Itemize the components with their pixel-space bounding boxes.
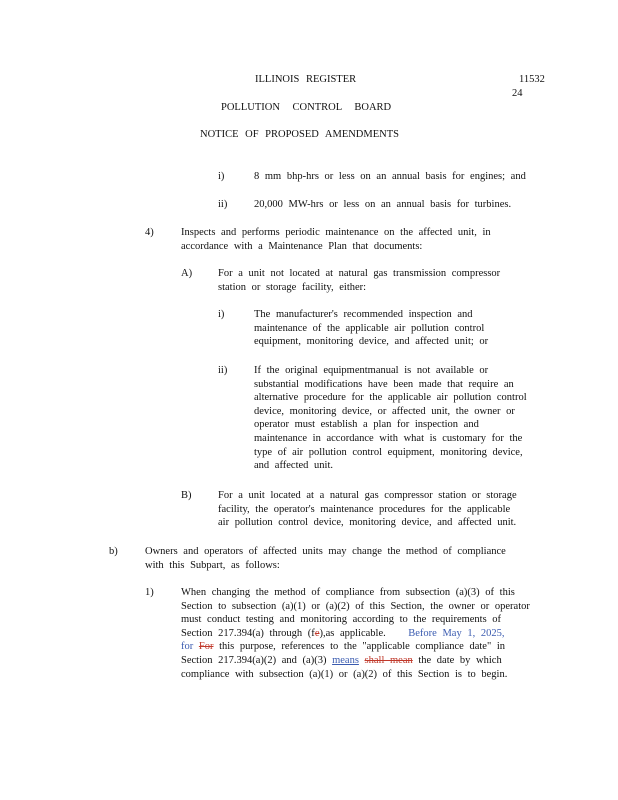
text-line: substantial modifications have been made that require an [254,378,514,390]
text-line: The manufacturer's recommended inspection and [254,309,473,320]
item-label: b) [109,546,118,557]
inserted-text: for [181,641,194,653]
paragraph-item-A [218,267,500,294]
text-line: device, monitoring device, or affected unit, the owner or [254,405,515,417]
text-line [181,654,530,668]
text-line: When changing the method of compliance from subsection (a)(3) of this [181,587,515,598]
page-number: 11532 [519,74,545,85]
text-line: and affected unit. [254,460,333,472]
text-run: this purpose, references to the "applicable compliance date" in [219,641,506,653]
text-line: If the original equipmentmanual is not available or [254,365,489,376]
deleted-text: For [198,641,214,653]
text-line [181,640,530,654]
paragraph-item-ii-turbines [254,198,511,212]
item-label: i) [218,309,225,320]
item-label: ii) [218,199,228,210]
text-line: Inspects and performs periodic maintenance on the affected unit, in [181,227,491,238]
paragraph-item-4 [181,226,491,253]
text-run: Section 217.394(a) through (f [181,627,315,639]
deleted-text: shall mean [364,654,413,666]
text-line: with this Subpart, as follows: [145,559,280,571]
text-line: For a unit not located at natural gas transmission compressor [218,268,501,279]
text-line: 20,000 MW-hrs or less on an annual basis for turbines. [254,199,512,210]
text-run: Section 217.394(a)(2) and (a)(3) [181,654,327,666]
paragraph-item-B [218,489,517,530]
text-line: accordance with a Maintenance Plan that documents: [181,240,423,252]
text-line: facility, the operator's maintenance procedures for the applicable [218,503,511,515]
text-line: must conduct testing and monitoring according to the requirements of [181,614,502,626]
paragraph-item-A-ii [254,364,527,473]
item-label: A) [181,268,193,279]
register-title: ILLINOIS REGISTER [255,74,357,85]
text-run: ),as applicable. [319,627,386,639]
text-line: operator must establish a plan for inspection and [254,419,479,431]
text-line: type of air pollution control equipment, monitoring device, [254,446,523,458]
text-line: compliance with subsection (a)(1) or (a)(2) of this Section is to begin. [181,668,508,680]
agency-heading: POLLUTION CONTROL BOARD [221,102,392,113]
text-run: the date by which [418,654,502,666]
text-line [181,627,530,641]
text-line: For a unit located at a natural gas compressor station or storage [218,490,517,501]
text-line: Owners and operators of affected units may change the method of compliance [145,546,506,557]
item-label: 4) [145,227,154,238]
item-label: 1) [145,587,154,598]
text-line: maintenance of the applicable air pollution control [254,322,485,334]
text-line: 8 mm bhp-hrs or less on an annual basis for engines; and [254,171,526,182]
sub-page-number: 24 [512,88,523,99]
item-label: ii) [218,365,228,376]
text-line: maintenance in accordance with what is customary for the [254,432,523,444]
inserted-text: Before May 1, 2025, [408,627,505,639]
paragraph-item-A-i [254,308,488,349]
text-line: Section to subsection (a)(1) or (a)(2) of this Section, the owner or operator [181,600,530,612]
item-label: B) [181,490,192,501]
text-line: equipment, monitoring device, and affected unit; or [254,336,489,348]
text-line: alternative procedure for the applicable air pollution control [254,392,527,404]
paragraph-item-1 [181,586,530,681]
paragraph-item-i-engines [254,170,526,184]
notice-heading: NOTICE OF PROPOSED AMENDMENTS [200,129,399,140]
text-line: air pollution control device, monitoring device, and affected unit. [218,517,517,529]
inserted-text: means [332,654,359,666]
text-line: station or storage facility, either: [218,281,367,293]
item-label: i) [218,171,225,182]
deleted-text: e [314,627,320,639]
paragraph-item-b [145,545,506,572]
